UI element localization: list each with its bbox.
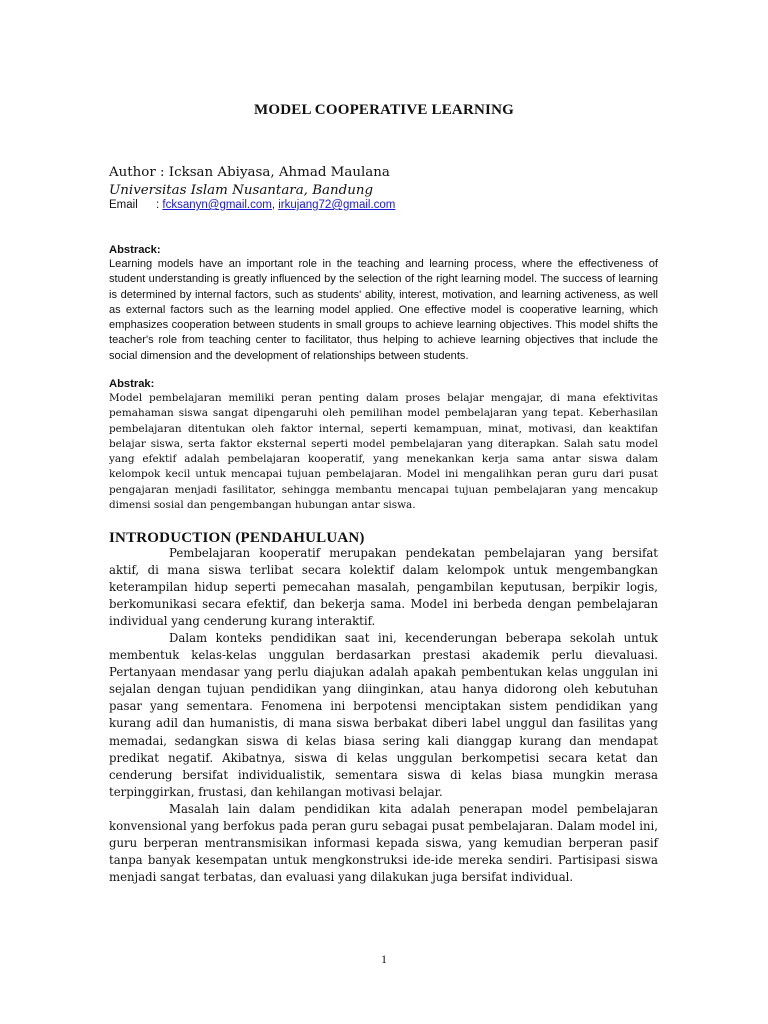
paper-title: MODEL COOPERATIVE LEARNING bbox=[254, 102, 514, 118]
abstract-id-heading: Abstrak: bbox=[109, 378, 155, 390]
abstract-en-heading: Abstrack: bbox=[109, 244, 161, 256]
section-heading-introduction: INTRODUCTION (PENDAHULUAN) bbox=[109, 530, 365, 546]
email-comma: , bbox=[271, 199, 279, 211]
email-line bbox=[109, 197, 395, 213]
introduction-body bbox=[109, 545, 658, 886]
author-line: Author : Icksan Abiyasa, Ahmad Maulana bbox=[109, 165, 390, 180]
email-link-2[interactable]: irkujang72@gmail.com bbox=[278, 199, 396, 211]
intro-paragraph: Pembelajaran kooperatif merupakan pendekatan pembelajaran yang bersifat aktif, di mana siswa terlibat secara kolektif dalam kelompok untuk mengembangkan keterampilan hidup seperti pemecahan masalah, pengambilan keputusan, berpikir logis, berkomunikasi secara efektif, dan bekerja sama. Model ini berbeda dengan pembelajaran individual yang cenderung kurang interaktif. bbox=[109, 546, 658, 629]
abstract-en-text: Learning models have an important role in the teaching and learning process, where the effectiveness of student understanding is greatly influenced by the selection of the right learning model. The success of learning is determined by internal factors, such as students' ability, interest, motivation, and learning activeness, as well as external factors such as the learning model applied. One effective model is cooperative learning, which emphasizes cooperation between students in small groups to achieve learning objectives. This model shifts the teacher's role from teaching center to facilitator, thus helping to achieve learning objectives that include the social dimension and the development of relationships between students. bbox=[109, 258, 658, 362]
email-separator: : bbox=[156, 199, 163, 211]
intro-paragraph: Masalah lain dalam pendidikan kita adalah penerapan model pembelajaran konvensional yang berfokus pada peran guru sebagai pusat pembelajaran. Dalam model ini, guru berperan mentransmisikan informasi kepada siswa, yang kemudian berperan pasif tanpa banyak kesempatan untuk mengkonstruksi ide-ide mereka sendiri. Partisipasi siswa menjadi sangat terbatas, dan evaluasi yang dilakukan juga bersifat individual. bbox=[109, 801, 658, 884]
email-label: Email bbox=[109, 199, 138, 211]
page-number: 1 bbox=[381, 952, 387, 966]
email-link-1[interactable]: fcksanyn@gmail.com bbox=[162, 199, 272, 211]
intro-paragraph: Dalam konteks pendidikan saat ini, kecenderungan beberapa sekolah untuk membentuk kelas-kelas unggulan berdasarkan prestasi akademik perlu dievaluasi. Pertanyaan mendasar yang perlu diajukan adalah apakah pembentukan kelas unggulan ini sejalan dengan tujuan pendidikan yang diinginkan, atau hanya didorong oleh kebutuhan pasar yang sementara. Fenomena ini berpotensi menciptakan sistem pendidikan yang kurang adil dan humanistis, di mana siswa berbakat diberi label unggul dan fasilitas yang memadai, sedangkan siswa di kelas biasa sering kali dianggap kurang dan mendapat predikat negatif. Akibatnya, siswa di kelas unggulan berkompetisi secara ketat dan cenderung bersifat individualistik, sementara siswa di kelas biasa mungkin merasa terpinggirkan, frustasi, dan kehilangan motivasi belajar. bbox=[109, 631, 658, 799]
abstract-id-text: Model pembelajaran memiliki peran penting dalam proses belajar mengajar, di mana efektivitas pemahaman siswa sangat dipengaruhi oleh pemilihan model pembelajaran yang tepat. Keberhasilan pembelajaran ditentukan oleh faktor internal, seperti kemampuan, minat, motivasi, dan keaktifan belajar siswa, serta faktor eksternal seperti model pembelajaran yang diterapkan. Salah satu model yang efektif adalah pembelajaran kooperatif, yang menekankan kerja sama antar siswa dalam kelompok kecil untuk mencapai tujuan pembelajaran. Model ini mengalihkan peran guru dari pusat pengajaran menjadi fasilitator, sehingga membantu mencapai tujuan pembelajaran yang mencakup dimensi sosial dan pengembangan hubungan antar siswa. bbox=[109, 392, 658, 512]
affiliation: Universitas Islam Nusantara, Bandung bbox=[109, 183, 374, 198]
